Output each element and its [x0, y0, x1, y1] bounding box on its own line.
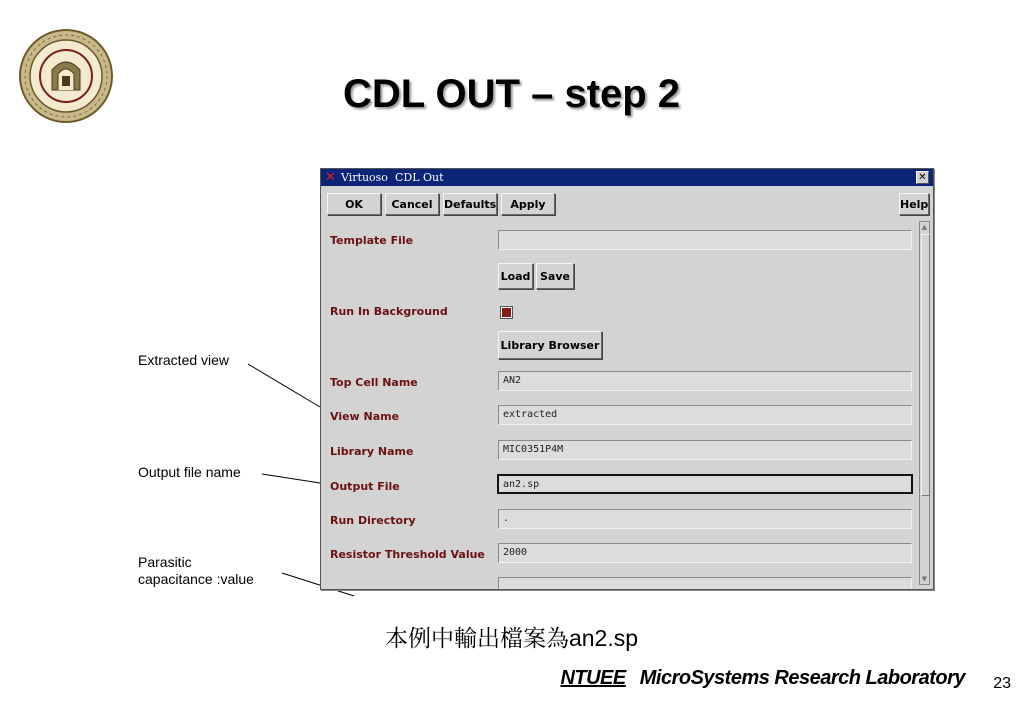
- library-name-field[interactable]: MIC0351P4M: [498, 440, 912, 460]
- slide-caption: 本例中輸出檔案為an2.sp: [384, 625, 639, 651]
- window-title: CDL Out: [395, 171, 444, 184]
- library-name-label: Library Name: [330, 445, 414, 458]
- footer-lab-text: MicroSystems Research Laboratory: [639, 667, 965, 689]
- help-button[interactable]: Help: [899, 193, 929, 215]
- top-cell-name-label: Top Cell Name: [330, 376, 418, 389]
- run-in-background-label: Run In Background: [330, 305, 448, 318]
- defaults-button[interactable]: Defaults: [443, 193, 497, 215]
- view-name-label: View Name: [330, 410, 400, 423]
- resistor-threshold-label: Resistor Threshold Value: [330, 548, 485, 561]
- template-file-label: Template File: [330, 234, 414, 247]
- top-cell-name-field[interactable]: AN2: [498, 371, 912, 391]
- annotation-output-file-name: Output file name: [138, 464, 241, 480]
- annotation-extracted-view: Extracted view: [138, 352, 230, 368]
- run-directory-label: Run Directory: [330, 514, 416, 527]
- apply-button[interactable]: Apply: [501, 193, 555, 215]
- parasitic-capacitance-field[interactable]: [498, 577, 912, 590]
- annotation-parasitic-line1: Parasitic: [138, 554, 192, 570]
- cdl-out-dialog: [320, 168, 934, 590]
- leader-line-output-file: [262, 474, 320, 483]
- slide-title: CDL OUT – step 2: [342, 72, 681, 116]
- save-button[interactable]: Save: [536, 263, 574, 289]
- scrollbar-thumb[interactable]: [921, 234, 930, 496]
- window-titlebar[interactable]: [321, 169, 933, 186]
- load-button[interactable]: Load: [498, 263, 533, 289]
- run-in-background-checkbox[interactable]: [501, 307, 512, 318]
- close-icon[interactable]: ✕: [916, 171, 929, 184]
- template-file-field[interactable]: [498, 230, 912, 250]
- ok-button[interactable]: OK: [327, 193, 381, 215]
- leader-line-extracted-view: [248, 364, 320, 407]
- view-name-field[interactable]: extracted: [498, 405, 912, 425]
- page-number: 23: [993, 675, 1011, 692]
- footer-ntuee: NTUEE: [560, 667, 626, 689]
- annotation-parasitic-line2: capacitance :value: [138, 571, 254, 587]
- run-directory-field[interactable]: .: [498, 509, 912, 529]
- footer-lab-name: [560, 667, 965, 690]
- cancel-button[interactable]: Cancel: [385, 193, 439, 215]
- output-file-field[interactable]: an2.sp: [497, 474, 913, 494]
- scroll-up-arrow-icon[interactable]: ▲: [921, 223, 928, 231]
- window-app-name: Virtuoso: [341, 171, 388, 184]
- output-file-label: Output File: [330, 480, 400, 493]
- resistor-threshold-field[interactable]: 2000: [498, 543, 912, 563]
- virtuoso-x-icon: ✕: [325, 170, 336, 185]
- library-browser-button[interactable]: Library Browser: [498, 331, 602, 359]
- scroll-down-arrow-icon[interactable]: ▼: [921, 575, 928, 583]
- form-scrollbar[interactable]: [919, 221, 930, 585]
